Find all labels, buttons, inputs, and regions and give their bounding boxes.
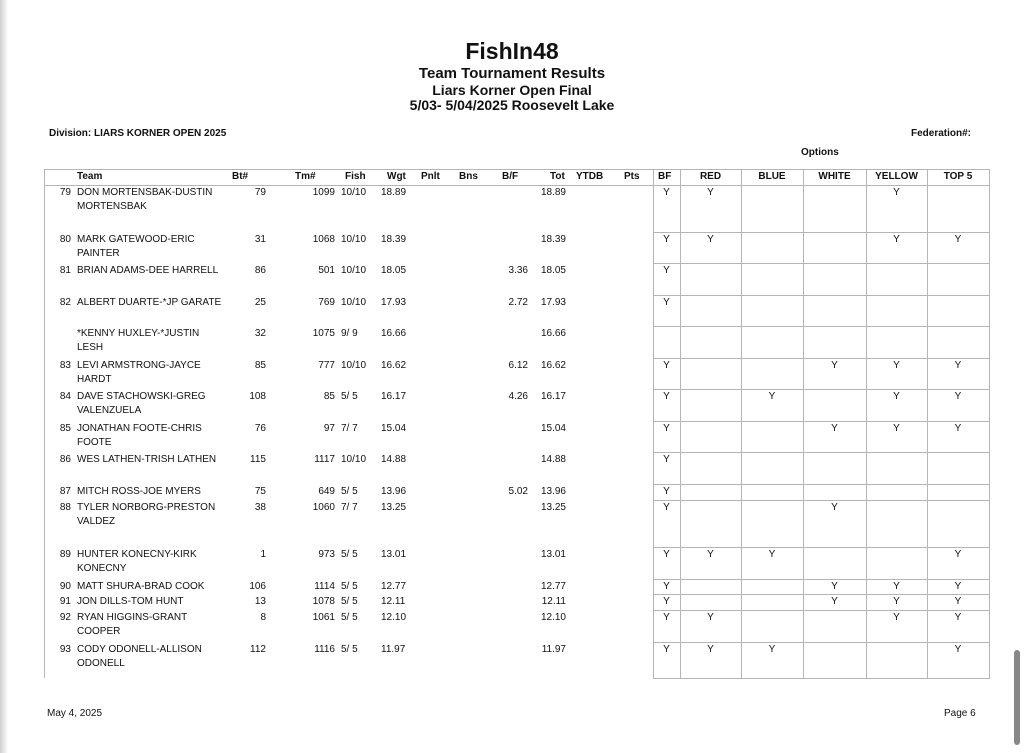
weight-cell: 12.10	[381, 612, 407, 623]
place-cell: 81	[59, 265, 71, 276]
big-fish-weight-cell: 3.36	[508, 265, 528, 276]
option-column-divider	[741, 169, 742, 678]
total-weight-cell: 11.97	[541, 644, 566, 655]
column-header-pnlt: Pnlt	[421, 171, 440, 182]
place-cell: 79	[59, 187, 71, 198]
options-label: Options	[801, 147, 839, 158]
team-name-cell: DAVE STACHOWSKI-GREG VALENZUELA	[77, 391, 206, 416]
place-cell: 91	[59, 596, 71, 607]
boat-number-cell: 112	[250, 644, 266, 655]
boat-number-cell: 1	[260, 549, 266, 560]
place-cell: 82	[59, 297, 71, 308]
results-table	[44, 169, 990, 678]
boat-number-cell: 32	[254, 328, 266, 339]
weight-cell: 11.97	[381, 644, 406, 655]
fish-count-cell: 10/10	[341, 187, 367, 198]
red-option-cell: Y	[707, 612, 714, 623]
team-number-cell: 1099	[312, 187, 335, 198]
place-cell: 88	[59, 502, 71, 513]
place-cell: 83	[59, 360, 71, 371]
total-weight-cell: 18.89	[540, 187, 566, 198]
team-name-cell: MATT SHURA-BRAD COOK	[77, 581, 205, 592]
column-header-red: RED	[699, 171, 722, 182]
yellow-option-cell: Y	[893, 360, 900, 371]
weight-cell: 14.88	[381, 454, 407, 465]
weight-cell: 18.39	[381, 234, 407, 245]
bf-option-cell: Y	[663, 502, 670, 513]
total-weight-cell: 13.25	[540, 502, 566, 513]
red-option-cell: Y	[707, 187, 714, 198]
place-cell: 93	[59, 644, 71, 655]
top5-option-cell: Y	[954, 423, 962, 434]
team-number-cell: 1075	[312, 328, 335, 339]
white-option-cell: Y	[831, 360, 838, 371]
fish-count-cell: 5/ 5	[341, 391, 358, 402]
boat-number-cell: 38	[254, 502, 266, 513]
team-name-cell: TYLER NORBORG-PRESTON VALDEZ	[77, 502, 216, 527]
option-row-divider	[653, 452, 990, 453]
weight-cell: 17.93	[381, 297, 407, 308]
division-label: Division: LIARS KORNER OPEN 2025	[49, 128, 227, 139]
big-fish-weight-cell: 2.72	[508, 297, 528, 308]
fish-count-cell: 7/ 7	[341, 502, 358, 513]
place-cell: 86	[59, 454, 71, 465]
fish-count-cell: 5/ 5	[341, 612, 358, 623]
column-header-bf_wt: B/F	[502, 171, 519, 182]
bf-option-cell: Y	[663, 297, 670, 308]
boat-number-cell: 108	[249, 391, 266, 402]
total-weight-cell: 18.39	[540, 234, 566, 245]
place-cell: 87	[59, 486, 71, 497]
place-cell: 89	[59, 549, 71, 560]
top5-option-cell: Y	[954, 612, 962, 623]
yellow-option-cell: Y	[893, 581, 900, 592]
option-row-divider	[653, 295, 990, 296]
top5-option-cell: Y	[954, 549, 962, 560]
total-weight-cell: 16.17	[540, 391, 566, 402]
total-weight-cell: 14.88	[540, 454, 566, 465]
bf-option-cell: Y	[663, 596, 670, 607]
fish-count-cell: 5/ 5	[341, 596, 358, 607]
boat-number-cell: 25	[254, 297, 266, 308]
column-header-team: Team	[77, 171, 103, 182]
scrollbar-thumb[interactable]	[1014, 650, 1020, 745]
bf-option-cell: Y	[663, 187, 670, 198]
bf-option-cell: Y	[663, 644, 670, 655]
option-row-divider	[653, 263, 990, 264]
bf-option-cell: Y	[663, 454, 670, 465]
option-row-divider	[653, 484, 990, 485]
total-weight-cell: 13.01	[540, 549, 566, 560]
yellow-option-cell: Y	[893, 391, 900, 402]
fish-count-cell: 5/ 5	[341, 644, 358, 655]
place-cell: 84	[59, 391, 71, 402]
team-name-cell: *KENNY HUXLEY-*JUSTIN LESH	[77, 328, 200, 353]
team-number-cell: 97	[323, 423, 335, 434]
boat-number-cell: 85	[254, 360, 266, 371]
team-name-cell: RYAN HIGGINS-GRANT COOPER	[77, 612, 188, 637]
column-header-bns: Bns	[459, 171, 478, 182]
column-header-top5: TOP 5	[943, 171, 973, 182]
team-name-cell: JONATHAN FOOTE-CHRIS FOOTE	[77, 423, 202, 448]
yellow-option-cell: Y	[893, 423, 900, 434]
fish-count-cell: 5/ 5	[341, 486, 358, 497]
team-number-cell: 769	[318, 297, 335, 308]
team-name-cell: BRIAN ADAMS-DEE HARRELL	[77, 265, 219, 276]
boat-number-cell: 8	[260, 612, 266, 623]
boat-number-cell: 76	[254, 423, 266, 434]
federation-label: Federation#:	[911, 128, 972, 139]
total-weight-cell: 13.96	[540, 486, 566, 497]
team-name-cell: HUNTER KONECNY-KIRK KONECNY	[77, 549, 197, 574]
team-number-cell: 1117	[314, 454, 335, 465]
big-fish-weight-cell: 6.12	[508, 360, 528, 371]
boat-number-cell: 31	[254, 234, 266, 245]
column-header-yellow: YELLOW	[875, 171, 918, 182]
fish-count-cell: 10/10	[341, 454, 367, 465]
bf-option-cell: Y	[663, 549, 670, 560]
weight-cell: 13.25	[381, 502, 407, 513]
column-header-tot: Tot	[550, 171, 565, 182]
option-row-divider	[653, 326, 990, 327]
option-row-divider	[653, 678, 990, 679]
report-subtitle: Team Tournament Results	[418, 65, 606, 82]
team-number-cell: 1060	[312, 502, 335, 513]
boat-number-cell: 75	[254, 486, 266, 497]
event-dates-location: 5/03- 5/04/2025 Roosevelt Lake	[409, 97, 615, 113]
boat-number-cell: 86	[254, 265, 266, 276]
yellow-option-cell: Y	[893, 234, 900, 245]
fish-count-cell: 10/10	[341, 234, 367, 245]
column-header-pts: Pts	[624, 171, 640, 182]
team-name-cell: WES LATHEN-TRISH LATHEN	[77, 454, 217, 465]
bf-option-cell: Y	[663, 486, 670, 497]
yellow-option-cell: Y	[893, 612, 900, 623]
total-weight-cell: 17.93	[540, 297, 566, 308]
team-name-cell: MARK GATEWOOD-ERIC PAINTER	[77, 234, 195, 259]
team-name-cell: DON MORTENSBAK-DUSTIN MORTENSBAK	[77, 187, 213, 212]
bf-option-cell: Y	[663, 391, 670, 402]
yellow-option-cell: Y	[893, 187, 900, 198]
boat-number-cell: 115	[250, 454, 266, 465]
fish-count-cell: 10/10	[341, 297, 367, 308]
red-option-cell: Y	[707, 234, 714, 245]
bf-option-cell: Y	[663, 265, 670, 276]
top5-option-cell: Y	[954, 644, 962, 655]
team-number-cell: 777	[318, 360, 335, 371]
footer-date: May 4, 2025	[47, 708, 103, 719]
weight-cell: 12.77	[381, 581, 407, 592]
yellow-option-cell: Y	[893, 596, 900, 607]
weight-cell: 18.89	[381, 187, 407, 198]
fish-count-cell: 7/ 7	[341, 423, 358, 434]
red-option-cell: Y	[707, 644, 714, 655]
weight-cell: 13.01	[381, 549, 407, 560]
fish-count-cell: 10/10	[341, 360, 367, 371]
team-number-cell: 1061	[312, 612, 335, 623]
team-name-cell: LEVI ARMSTRONG-JAYCE HARDT	[77, 360, 201, 385]
total-weight-cell: 18.05	[540, 265, 566, 276]
white-option-cell: Y	[831, 502, 838, 513]
column-header-blue: BLUE	[758, 171, 786, 182]
fish-count-cell: 9/ 9	[341, 328, 358, 339]
red-option-cell: Y	[707, 549, 714, 560]
column-header-bt: Bt#	[232, 171, 249, 182]
bf-option-cell: Y	[663, 360, 670, 371]
team-number-cell: 1116	[314, 644, 335, 655]
fish-count-cell: 5/ 5	[341, 549, 358, 560]
big-fish-weight-cell: 5.02	[508, 486, 528, 497]
top5-option-cell: Y	[954, 360, 962, 371]
column-header-ytdb: YTDB	[576, 171, 604, 182]
column-header-white: WHITE	[818, 171, 851, 182]
blue-option-cell: Y	[768, 549, 776, 560]
event-name: Liars Korner Open Final	[432, 82, 592, 98]
team-number-cell: 501	[318, 265, 335, 276]
total-weight-cell: 16.66	[540, 328, 566, 339]
place-cell: 90	[59, 581, 71, 592]
page-number: Page 6	[944, 708, 976, 719]
place-cell: 80	[59, 234, 71, 245]
boat-number-cell: 13	[254, 596, 266, 607]
weight-cell: 13.96	[381, 486, 407, 497]
team-name-cell: ALBERT DUARTE-*JP GARATE	[77, 297, 222, 308]
team-name-cell: CODY ODONELL-ALLISON ODONELL	[77, 644, 202, 669]
blue-option-cell: Y	[768, 391, 776, 402]
table-top-border	[44, 169, 990, 170]
weight-cell: 16.17	[381, 391, 407, 402]
bf-option-cell: Y	[663, 581, 670, 592]
blue-option-cell: Y	[768, 644, 776, 655]
option-column-divider	[989, 169, 990, 678]
column-header-bf: BF	[658, 171, 672, 182]
bf-option-cell: Y	[663, 612, 670, 623]
top5-option-cell: Y	[954, 234, 962, 245]
weight-cell: 12.11	[381, 596, 406, 607]
weight-cell: 16.66	[381, 328, 407, 339]
team-number-cell: 1068	[312, 234, 335, 245]
team-number-cell: 973	[318, 549, 335, 560]
column-header-tm: Tm#	[295, 171, 316, 182]
boat-number-cell: 79	[254, 187, 266, 198]
top5-option-cell: Y	[954, 581, 962, 592]
boat-number-cell: 106	[249, 581, 266, 592]
total-weight-cell: 16.62	[540, 360, 566, 371]
place-cell: 92	[59, 612, 71, 623]
column-header-wgt: Wgt	[387, 171, 406, 182]
fish-count-cell: 10/10	[341, 265, 367, 276]
weight-cell: 16.62	[381, 360, 407, 371]
bf-option-cell: Y	[663, 423, 670, 434]
top5-option-cell: Y	[954, 596, 962, 607]
column-header-fish: Fish	[345, 171, 366, 182]
team-name-cell: JON DILLS-TOM HUNT	[77, 596, 184, 607]
team-number-cell: 649	[318, 486, 335, 497]
top5-option-cell: Y	[954, 391, 962, 402]
total-weight-cell: 12.10	[540, 612, 566, 623]
total-weight-cell: 12.11	[541, 596, 566, 607]
team-number-cell: 85	[323, 391, 335, 402]
place-cell: 85	[59, 423, 71, 434]
weight-cell: 18.05	[381, 265, 407, 276]
weight-cell: 15.04	[381, 423, 407, 434]
total-weight-cell: 15.04	[540, 423, 566, 434]
white-option-cell: Y	[831, 596, 838, 607]
team-number-cell: 1078	[312, 596, 335, 607]
big-fish-weight-cell: 4.26	[508, 391, 528, 402]
white-option-cell: Y	[831, 581, 838, 592]
total-weight-cell: 12.77	[540, 581, 566, 592]
bf-option-cell: Y	[663, 234, 670, 245]
fish-count-cell: 5/ 5	[341, 581, 358, 592]
team-name-cell: MITCH ROSS-JOE MYERS	[77, 486, 201, 497]
white-option-cell: Y	[831, 423, 838, 434]
team-number-cell: 1114	[314, 581, 335, 592]
report-title: FishIn48	[465, 38, 559, 64]
